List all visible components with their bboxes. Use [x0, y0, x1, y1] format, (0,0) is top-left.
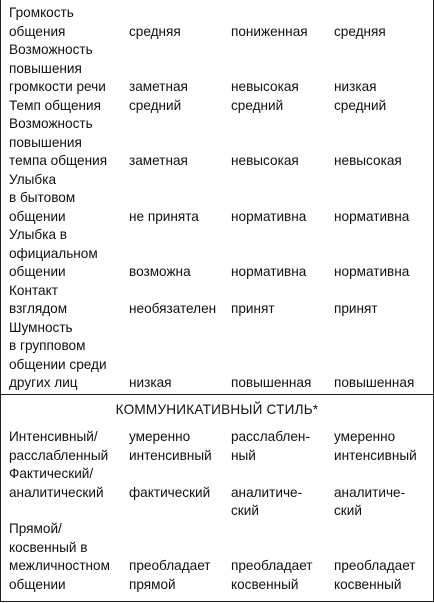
table-cell: умеренно интенсивный: [129, 429, 212, 463]
table-cell: низкая: [334, 79, 377, 94]
table-cell: не принята: [129, 208, 199, 224]
row-label-intensive: Интенсивный/ расслабленный: [9, 429, 109, 463]
section-divider: [0, 394, 433, 395]
table-cell: заметная: [129, 79, 188, 94]
row-label-smile-official: Улыбка в официальном общении: [9, 227, 98, 279]
table-cell: повышенная: [231, 375, 312, 390]
table-cell: невысокая: [231, 153, 299, 168]
table-cell: невысокая: [231, 79, 299, 94]
table-cell: принят: [231, 301, 275, 316]
section-heading: КОММУНИКАТИВНЫЙ СТИЛЬ*: [115, 402, 319, 417]
table-cell: преобладает прямой: [129, 558, 211, 592]
row-label-factual: Фактический/ аналитический: [9, 466, 104, 500]
table-cell: нормативна: [231, 264, 307, 279]
table-cell: низкая: [129, 375, 172, 390]
table-cell: необязателен: [129, 301, 217, 316]
row-label-volume: Громкость общения: [9, 5, 74, 39]
table-cell: средняя: [129, 23, 181, 39]
table-cell: преобладает косвенный: [334, 558, 416, 592]
row-label-noise: Шумность в групповом общении среди других лиц: [9, 319, 107, 390]
table-cell: нормативна: [334, 208, 410, 224]
table-cell: аналитиче- ский: [334, 484, 406, 518]
table-cell: аналитиче- ский: [231, 484, 303, 518]
table-cell: невысокая: [334, 153, 402, 168]
row-label-direct: Прямой/ косвенный в межличностном общении: [9, 521, 110, 592]
table-cell: возможна: [129, 264, 191, 279]
table-cell: заметная: [129, 153, 188, 168]
table-cell: фактический: [129, 484, 211, 500]
table-cell: средний: [231, 97, 284, 113]
table-cell: нормативна: [334, 264, 410, 279]
row-label-tempo: Темп общения: [9, 97, 101, 113]
table-cell: средний: [334, 97, 387, 113]
row-label-volume-increase: Возможность повышения громкости речи: [9, 42, 106, 94]
table-cell: повышенная: [334, 375, 415, 390]
row-label-tempo-increase: Возможность повышения темпа общения: [9, 116, 108, 168]
table-cell: средний: [129, 97, 182, 113]
row-label-smile-everyday: Улыбка в бытовом общении: [9, 171, 76, 224]
table-cell: нормативна: [231, 208, 307, 224]
table-cell: средняя: [334, 23, 386, 39]
table-cell: умеренно интенсивный: [334, 429, 417, 463]
row-label-eye-contact: Контакт взглядом: [9, 282, 68, 316]
table-cell: преобладает косвенный: [231, 558, 313, 592]
table-cell: пониженная: [231, 23, 308, 39]
table-cell: расслаблен- ный: [231, 429, 310, 463]
table-cell: принят: [334, 301, 378, 316]
